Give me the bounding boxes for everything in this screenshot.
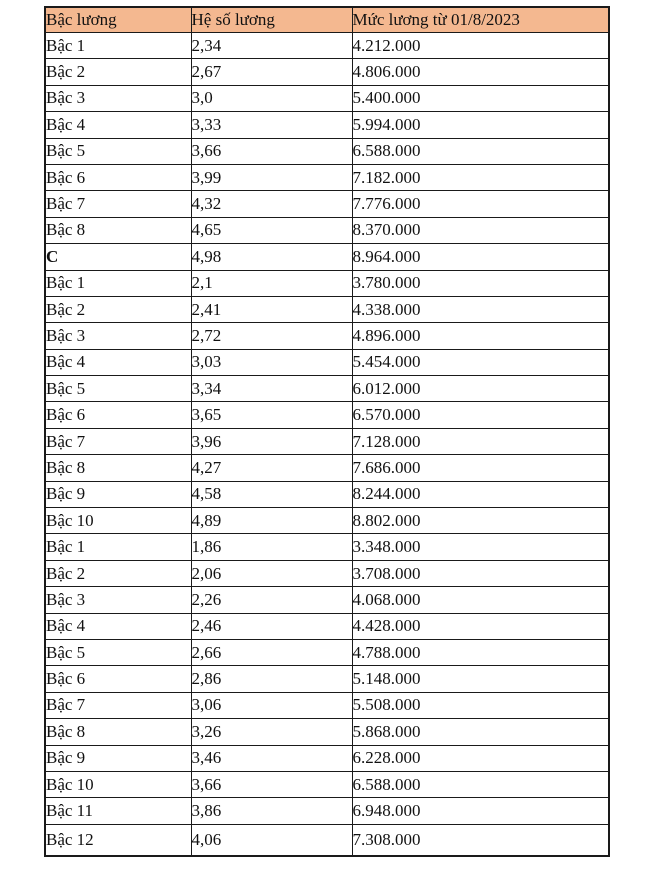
cell-salary: 4.788.000 [352, 639, 609, 665]
table-row [45, 771, 609, 797]
cell-coefficient: 3,65 [191, 402, 352, 428]
cell-salary: 8.802.000 [352, 508, 609, 534]
table-body [45, 33, 609, 856]
cell-coefficient: 3,86 [191, 798, 352, 824]
table-row [45, 455, 609, 481]
cell-salary: 8.964.000 [352, 244, 609, 270]
cell-coefficient: 3,96 [191, 428, 352, 454]
cell-coefficient: 3,46 [191, 745, 352, 771]
table-row [45, 508, 609, 534]
table-row [45, 270, 609, 296]
cell-coefficient: 1,86 [191, 534, 352, 560]
cell-coefficient: 3,99 [191, 164, 352, 190]
cell-salary: 4.212.000 [352, 33, 609, 59]
cell-pay-grade: Bậc 3 [45, 587, 191, 613]
cell-pay-grade: Bậc 5 [45, 376, 191, 402]
cell-coefficient: 2,26 [191, 587, 352, 613]
header-salary: Mức lương từ 01/8/2023 [352, 7, 609, 33]
cell-pay-grade: Bậc 4 [45, 112, 191, 138]
cell-pay-grade: Bậc 4 [45, 349, 191, 375]
table-row [45, 59, 609, 85]
cell-pay-grade: Bậc 6 [45, 402, 191, 428]
cell-coefficient: 3,34 [191, 376, 352, 402]
cell-salary: 4.068.000 [352, 587, 609, 613]
cell-pay-grade: Bậc 10 [45, 771, 191, 797]
cell-salary: 5.994.000 [352, 112, 609, 138]
cell-salary: 7.776.000 [352, 191, 609, 217]
table-row [45, 613, 609, 639]
cell-salary: 7.128.000 [352, 428, 609, 454]
cell-coefficient: 4,58 [191, 481, 352, 507]
table-row [45, 428, 609, 454]
table-row [45, 587, 609, 613]
cell-salary: 7.686.000 [352, 455, 609, 481]
cell-pay-grade: Bậc 9 [45, 481, 191, 507]
table-row [45, 534, 609, 560]
cell-pay-grade: Bậc 12 [45, 824, 191, 856]
table-row [45, 639, 609, 665]
table-row [45, 824, 609, 856]
cell-salary: 6.948.000 [352, 798, 609, 824]
cell-salary: 3.348.000 [352, 534, 609, 560]
table-row [45, 323, 609, 349]
cell-pay-grade: Bậc 6 [45, 164, 191, 190]
cell-salary: 8.244.000 [352, 481, 609, 507]
table-row [45, 112, 609, 138]
table-row [45, 191, 609, 217]
cell-salary: 4.896.000 [352, 323, 609, 349]
table-row [45, 85, 609, 111]
cell-coefficient: 3,26 [191, 719, 352, 745]
cell-pay-grade: Bậc 2 [45, 560, 191, 586]
table-row [45, 244, 609, 270]
cell-coefficient: 4,65 [191, 217, 352, 243]
cell-coefficient: 4,32 [191, 191, 352, 217]
table-row [45, 719, 609, 745]
table-row [45, 217, 609, 243]
cell-salary: 6.588.000 [352, 771, 609, 797]
cell-pay-grade: Bậc 1 [45, 270, 191, 296]
cell-coefficient: 2,86 [191, 666, 352, 692]
cell-pay-grade: Bậc 3 [45, 323, 191, 349]
cell-pay-grade: Bậc 8 [45, 217, 191, 243]
table-header-row [45, 7, 609, 33]
cell-salary: 4.806.000 [352, 59, 609, 85]
cell-coefficient: 2,67 [191, 59, 352, 85]
header-coefficient: Hệ số lương [191, 7, 352, 33]
cell-pay-grade: Bậc 4 [45, 613, 191, 639]
cell-salary: 4.338.000 [352, 296, 609, 322]
cell-coefficient: 4,06 [191, 824, 352, 856]
table-row [45, 164, 609, 190]
cell-salary: 3.780.000 [352, 270, 609, 296]
cell-coefficient: 2,46 [191, 613, 352, 639]
cell-pay-grade: Bậc 7 [45, 428, 191, 454]
cell-coefficient: 2,66 [191, 639, 352, 665]
cell-coefficient: 2,1 [191, 270, 352, 296]
cell-salary: 5.400.000 [352, 85, 609, 111]
cell-coefficient: 2,34 [191, 33, 352, 59]
cell-pay-grade: Bậc 8 [45, 719, 191, 745]
cell-pay-grade: Bậc 1 [45, 534, 191, 560]
cell-pay-grade: Bậc 7 [45, 692, 191, 718]
cell-coefficient: 4,27 [191, 455, 352, 481]
cell-salary: 8.370.000 [352, 217, 609, 243]
cell-pay-grade: Bậc 3 [45, 85, 191, 111]
cell-salary: 5.454.000 [352, 349, 609, 375]
cell-pay-grade: Bậc 1 [45, 33, 191, 59]
table-row [45, 349, 609, 375]
cell-coefficient: 3,06 [191, 692, 352, 718]
cell-salary: 3.708.000 [352, 560, 609, 586]
cell-pay-grade: Bậc 2 [45, 296, 191, 322]
table-row [45, 402, 609, 428]
cell-pay-grade: Bậc 7 [45, 191, 191, 217]
cell-coefficient: 3,66 [191, 771, 352, 797]
cell-salary: 6.570.000 [352, 402, 609, 428]
cell-coefficient: 3,0 [191, 85, 352, 111]
cell-salary: 7.308.000 [352, 824, 609, 856]
cell-coefficient: 3,03 [191, 349, 352, 375]
cell-salary: 5.148.000 [352, 666, 609, 692]
cell-pay-grade: Bậc 2 [45, 59, 191, 85]
cell-pay-grade: Bậc 10 [45, 508, 191, 534]
cell-pay-grade: Bậc 5 [45, 138, 191, 164]
cell-pay-grade: Bậc 11 [45, 798, 191, 824]
cell-coefficient: 4,98 [191, 244, 352, 270]
cell-coefficient: 2,41 [191, 296, 352, 322]
table-row [45, 560, 609, 586]
cell-salary: 7.182.000 [352, 164, 609, 190]
table-row [45, 692, 609, 718]
cell-coefficient: 4,89 [191, 508, 352, 534]
cell-pay-grade: C [45, 244, 191, 270]
cell-coefficient: 3,66 [191, 138, 352, 164]
cell-salary: 4.428.000 [352, 613, 609, 639]
cell-salary: 5.508.000 [352, 692, 609, 718]
cell-salary: 6.012.000 [352, 376, 609, 402]
salary-table [44, 6, 610, 857]
cell-pay-grade: Bậc 9 [45, 745, 191, 771]
cell-pay-grade: Bậc 6 [45, 666, 191, 692]
header-pay-grade: Bậc lương [45, 7, 191, 33]
table-row [45, 138, 609, 164]
table-row [45, 33, 609, 59]
cell-coefficient: 3,33 [191, 112, 352, 138]
cell-coefficient: 2,06 [191, 560, 352, 586]
cell-coefficient: 2,72 [191, 323, 352, 349]
cell-salary: 6.228.000 [352, 745, 609, 771]
cell-pay-grade: Bậc 8 [45, 455, 191, 481]
cell-pay-grade: Bậc 5 [45, 639, 191, 665]
cell-salary: 5.868.000 [352, 719, 609, 745]
cell-salary: 6.588.000 [352, 138, 609, 164]
table-row [45, 666, 609, 692]
table-row [45, 481, 609, 507]
table-row [45, 296, 609, 322]
table-row [45, 745, 609, 771]
table-row [45, 376, 609, 402]
table-row [45, 798, 609, 824]
